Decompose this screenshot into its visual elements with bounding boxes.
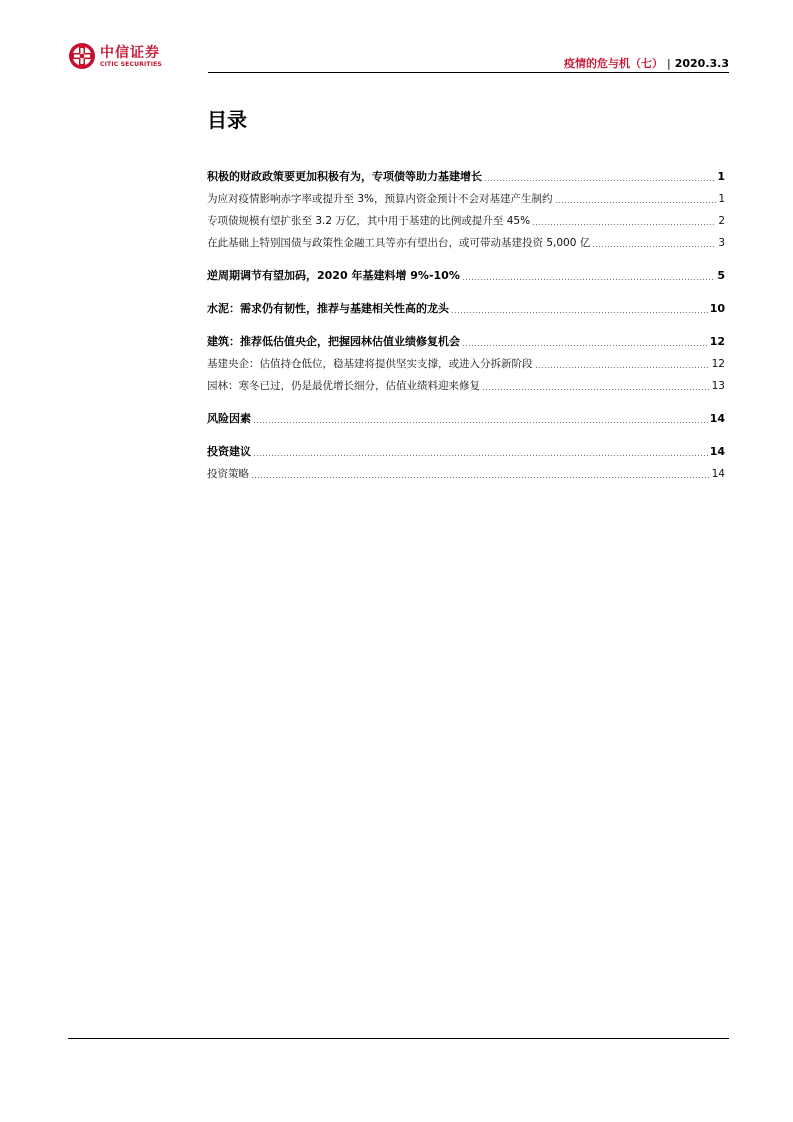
header-rule xyxy=(208,72,729,73)
page-header xyxy=(68,40,729,74)
toc-entry-level1[interactable] xyxy=(207,437,725,459)
dot-leader xyxy=(253,422,708,423)
footer-rule xyxy=(68,1038,729,1039)
toc-entry-title: 在此基础上特别国债与政策性金融工具等亦有望出台，或可带动基建投资 5,000 亿 xyxy=(207,237,591,249)
toc-entry-page: 13 xyxy=(711,380,725,392)
dot-leader xyxy=(451,312,708,313)
toc-entry-page: 14 xyxy=(709,412,725,425)
dot-leader xyxy=(462,345,708,346)
toc-entry-level2[interactable] xyxy=(207,459,725,481)
toc-group xyxy=(207,261,725,283)
toc-entry-title: 投资建议 xyxy=(207,445,251,458)
toc-group xyxy=(207,162,725,250)
dot-leader xyxy=(555,202,717,203)
toc-entry-level2[interactable] xyxy=(207,228,725,250)
dot-leader xyxy=(251,477,710,478)
toc-entry-level1[interactable] xyxy=(207,162,725,184)
header-meta xyxy=(564,55,729,71)
toc-entry-title: 建筑：推荐低估值央企，把握园林估值业绩修复机会 xyxy=(207,335,460,348)
toc-entry-level1[interactable] xyxy=(207,261,725,283)
toc-group xyxy=(207,437,725,481)
dot-leader xyxy=(484,180,715,181)
logo-text-cn: 中信证券 xyxy=(100,45,160,61)
header-separator: | xyxy=(667,57,671,70)
toc-title: 目录 xyxy=(207,108,247,132)
toc-entry-title: 专项债规模有望扩张至 3.2 万亿，其中用于基建的比例或提升至 45% xyxy=(207,215,531,227)
toc-group xyxy=(207,327,725,393)
toc-entry-title: 积极的财政政策要更加积极有为，专项债等助力基建增长 xyxy=(207,170,482,183)
citic-logo xyxy=(68,42,178,72)
toc-group xyxy=(207,404,725,426)
toc-entry-level1[interactable] xyxy=(207,327,725,349)
toc-entry-page: 14 xyxy=(709,445,725,458)
report-date: 2020.3.3 xyxy=(674,57,729,70)
citic-logo-icon xyxy=(68,42,96,70)
toc-entry-title: 园林：寒冬已过，仍是最优增长细分，估值业绩料迎来修复 xyxy=(207,380,480,392)
toc-entry-page: 1 xyxy=(718,193,725,205)
toc-entry-level1[interactable] xyxy=(207,294,725,316)
report-title: 疫情的危与机（七） xyxy=(564,57,663,70)
toc-entry-level1[interactable] xyxy=(207,404,725,426)
table-of-contents xyxy=(207,162,725,492)
dot-leader xyxy=(253,455,708,456)
toc-entry-page: 1 xyxy=(717,170,725,183)
dot-leader xyxy=(482,389,710,390)
toc-entry-page: 5 xyxy=(717,269,725,282)
toc-entry-level2[interactable] xyxy=(207,184,725,206)
logo-text-en: CITIC SECURITIES xyxy=(100,61,162,68)
toc-entry-level2[interactable] xyxy=(207,206,725,228)
toc-entry-title: 风险因素 xyxy=(207,412,251,425)
toc-entry-page: 2 xyxy=(718,215,725,227)
toc-group xyxy=(207,294,725,316)
toc-entry-level2[interactable] xyxy=(207,349,725,371)
toc-entry-page: 3 xyxy=(718,237,725,249)
toc-entry-page: 12 xyxy=(711,358,725,370)
toc-entry-level2[interactable] xyxy=(207,371,725,393)
dot-leader xyxy=(462,279,716,280)
toc-entry-page: 14 xyxy=(711,468,725,480)
toc-entry-title: 为应对疫情影响赤字率或提升至 3%，预算内资金预计不会对基建产生制约 xyxy=(207,193,553,205)
toc-entry-title: 投资策略 xyxy=(207,468,249,480)
toc-entry-title: 水泥：需求仍有韧性，推荐与基建相关性高的龙头 xyxy=(207,302,449,315)
dot-leader xyxy=(592,246,716,247)
toc-entry-page: 10 xyxy=(709,302,725,315)
toc-entry-page: 12 xyxy=(709,335,725,348)
toc-entry-title: 逆周期调节有望加码，2020 年基建料增 9%-10% xyxy=(207,269,460,282)
dot-leader xyxy=(532,224,716,225)
toc-entry-title: 基建央企：估值持仓低位，稳基建将提供坚实支撑，或进入分拆新阶段 xyxy=(207,358,533,370)
dot-leader xyxy=(535,367,710,368)
